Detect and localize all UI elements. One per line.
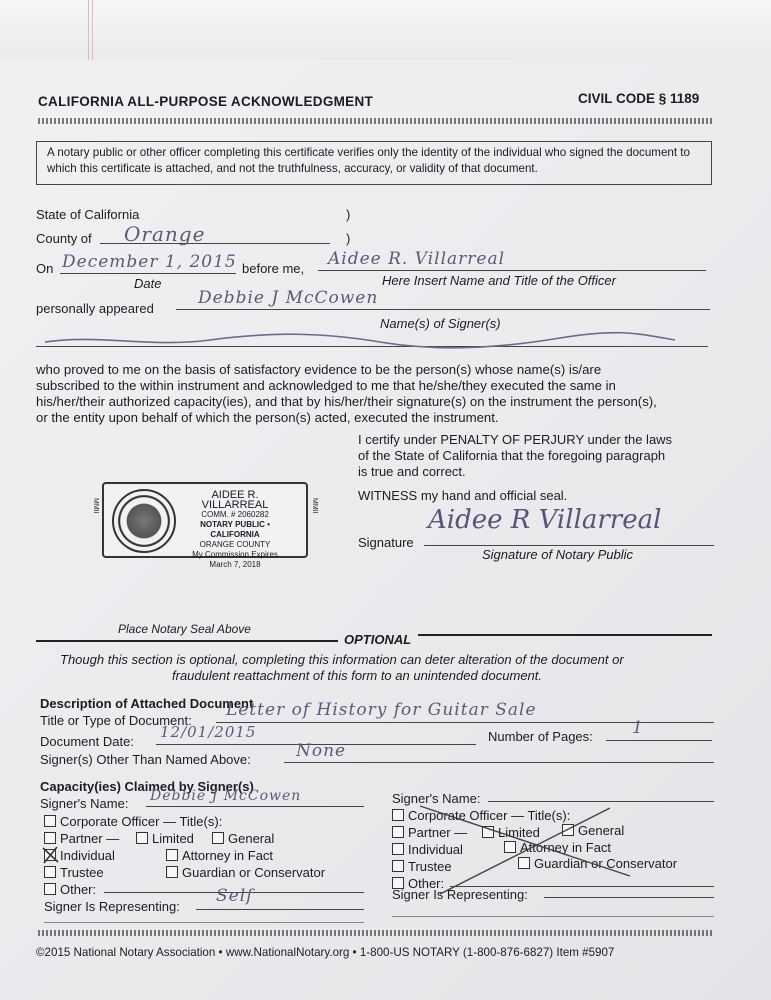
margin-line: [88, 0, 89, 60]
seal-name: AIDEE R. VILLARREAL: [201, 489, 269, 511]
notary-seal-stamp: [92, 482, 318, 569]
seal-county: ORANGE COUNTY: [199, 540, 271, 549]
document-heading: Description of Attached Document: [40, 696, 254, 711]
county-label: County of: [36, 231, 92, 246]
body-line: subscribed to the within instrument and acknowledged to me that he/she/they executed the same in: [36, 378, 616, 393]
notice-box: A notary public or other officer completing this certificate verifies only the identity of the individual who signed the document to which this certificate is attached, and not the truthfulness, accuracy, or validity of that document.: [36, 141, 712, 185]
checkbox[interactable]: [44, 832, 56, 844]
county-value: Orange: [124, 222, 206, 246]
left-guardian[interactable]: Guardian or Conservator: [166, 865, 325, 880]
checkbox-checked[interactable]: [44, 849, 56, 861]
body-line: his/her/their authorized capacity(ies), and that by his/her/their signature(s) on the instrument the person(s),: [36, 394, 657, 409]
right-signer-name-label: Signer's Name:: [392, 791, 481, 806]
seal-caption: Place Notary Seal Above: [118, 622, 251, 636]
date-value: December 1, 2015: [62, 252, 237, 272]
signer-value: Debbie J McCowen: [198, 288, 379, 308]
form-title: CALIFORNIA ALL-PURPOSE ACKNOWLEDGMENT: [38, 94, 374, 109]
pages-value: 1: [632, 718, 644, 738]
before-me-label: before me,: [242, 261, 305, 276]
right-rule: [392, 916, 714, 917]
left-trustee[interactable]: Trustee: [44, 865, 104, 880]
left-representing-label: Signer Is Representing:: [44, 899, 180, 914]
date-line: [60, 273, 236, 274]
doc-date-label: Document Date:: [40, 734, 134, 749]
checkbox[interactable]: [44, 815, 56, 827]
left-signer-value: Debbie J McCowen: [150, 788, 302, 804]
right-partner[interactable]: Partner —: [392, 825, 467, 840]
optional-rule-left: [36, 640, 338, 642]
seal-line: NOTARY PUBLIC • CALIFORNIA: [200, 520, 270, 539]
certify-line: I certify under PENALTY OF PERJURY under the laws: [358, 432, 673, 447]
checkbox[interactable]: [166, 849, 178, 861]
right-limited[interactable]: Limited: [482, 825, 540, 840]
signature-caption: Signature of Notary Public: [482, 547, 634, 562]
checkbox[interactable]: [212, 832, 224, 844]
signer-caption: Name(s) of Signer(s): [380, 316, 501, 331]
right-corporate[interactable]: Corporate Officer — Title(s):: [392, 808, 570, 823]
scribble-line: [40, 326, 680, 350]
left-corporate[interactable]: Corporate Officer — Title(s):: [44, 814, 222, 829]
state-seal-icon: [112, 489, 176, 553]
right-individual[interactable]: Individual: [392, 842, 463, 857]
checkbox[interactable]: [44, 866, 56, 878]
checkbox[interactable]: [44, 883, 56, 895]
body-line: who proved to me on the basis of satisfactory evidence to be the person(s) whose name(s) is/are: [36, 362, 602, 377]
personally-appeared-label: personally appeared: [36, 301, 154, 316]
optional-label: OPTIONAL: [344, 632, 412, 647]
ornament-border: [38, 118, 713, 124]
officer-caption: Here Insert Name and Title of the Officer: [382, 273, 616, 288]
seal-side-mark: MMII: [311, 498, 318, 514]
doc-title-value: Letter of History for Guitar Sale: [226, 700, 537, 720]
other-signers-value: None: [296, 741, 347, 761]
other-signers-line: [284, 762, 714, 763]
officer-value: Aidee R. Villarreal: [328, 249, 506, 269]
right-trustee[interactable]: Trustee: [392, 859, 452, 874]
left-general[interactable]: General: [212, 831, 274, 846]
optional-note: fraudulent reattachment of this form to an unintended document.: [172, 668, 543, 683]
doc-title-label: Title or Type of Document:: [40, 713, 192, 728]
right-other[interactable]: Other:: [392, 876, 444, 891]
signature-line: [424, 545, 714, 546]
paren: ): [346, 231, 351, 246]
page-fold: [0, 0, 771, 60]
left-limited[interactable]: Limited: [136, 831, 194, 846]
margin-line: [92, 0, 93, 60]
right-representing-label: Signer Is Representing:: [392, 887, 528, 902]
witness-line: WITNESS my hand and official seal.: [358, 488, 568, 503]
paren: ): [346, 207, 351, 222]
optional-rule-right: [418, 634, 712, 636]
left-attorney[interactable]: Attorney in Fact: [166, 848, 273, 863]
ornament-border: [38, 930, 713, 936]
checkbox[interactable]: [166, 866, 178, 878]
signer-line: [176, 309, 710, 310]
left-representing-value: Self: [216, 886, 254, 906]
civil-code: CIVIL CODE § 1189: [578, 91, 700, 106]
body-line: or the entity upon behalf of which the person(s) acted, executed the instrument.: [36, 410, 499, 425]
checkbox[interactable]: [136, 832, 148, 844]
left-individual[interactable]: Individual: [44, 848, 115, 863]
seal-comm: COMM. # 2060282: [201, 510, 269, 519]
left-signer-line: [146, 806, 364, 807]
seal-expires-label: My Commission Expires: [192, 550, 278, 559]
notary-signature: Aidee R Villarreal: [428, 505, 662, 535]
left-representing-line: [196, 909, 364, 910]
optional-note: Though this section is optional, completing this information can deter alteration of the document or: [60, 652, 624, 667]
other-signers-label: Signer(s) Other Than Named Above:: [40, 752, 251, 767]
strike-through-mark: [380, 796, 640, 906]
pages-line: [606, 740, 712, 741]
pages-label: Number of Pages:: [488, 729, 593, 744]
left-partner[interactable]: Partner —: [44, 831, 119, 846]
date-caption: Date: [134, 276, 162, 291]
certify-line: of the State of California that the foregoing paragraph: [358, 448, 666, 463]
certify-line: is true and correct.: [358, 464, 466, 479]
right-general[interactable]: General: [562, 823, 624, 838]
state-label: State of California: [36, 207, 140, 222]
doc-date-value: 12/01/2015: [160, 723, 257, 741]
seal-side-mark: MMII: [92, 498, 99, 514]
signature-label: Signature: [358, 535, 414, 550]
left-signer-name-label: Signer's Name:: [40, 796, 129, 811]
left-other[interactable]: Other:: [44, 882, 96, 897]
right-guardian[interactable]: Guardian or Conservator: [518, 856, 677, 871]
left-rule: [44, 922, 364, 923]
on-label: On: [36, 261, 54, 276]
footer: ©2015 National Notary Association • www.NationalNotary.org • 1-800-US NOTARY (1-800-876-6827) Item #5907: [36, 946, 615, 959]
seal-expires-date: March 7, 2018: [209, 560, 261, 569]
x-mark-icon: [42, 846, 60, 864]
right-attorney[interactable]: Attorney in Fact: [504, 840, 611, 855]
capacity-heading: Capacity(ies) Claimed by Signer(s): [40, 779, 254, 794]
officer-line: [318, 270, 706, 271]
